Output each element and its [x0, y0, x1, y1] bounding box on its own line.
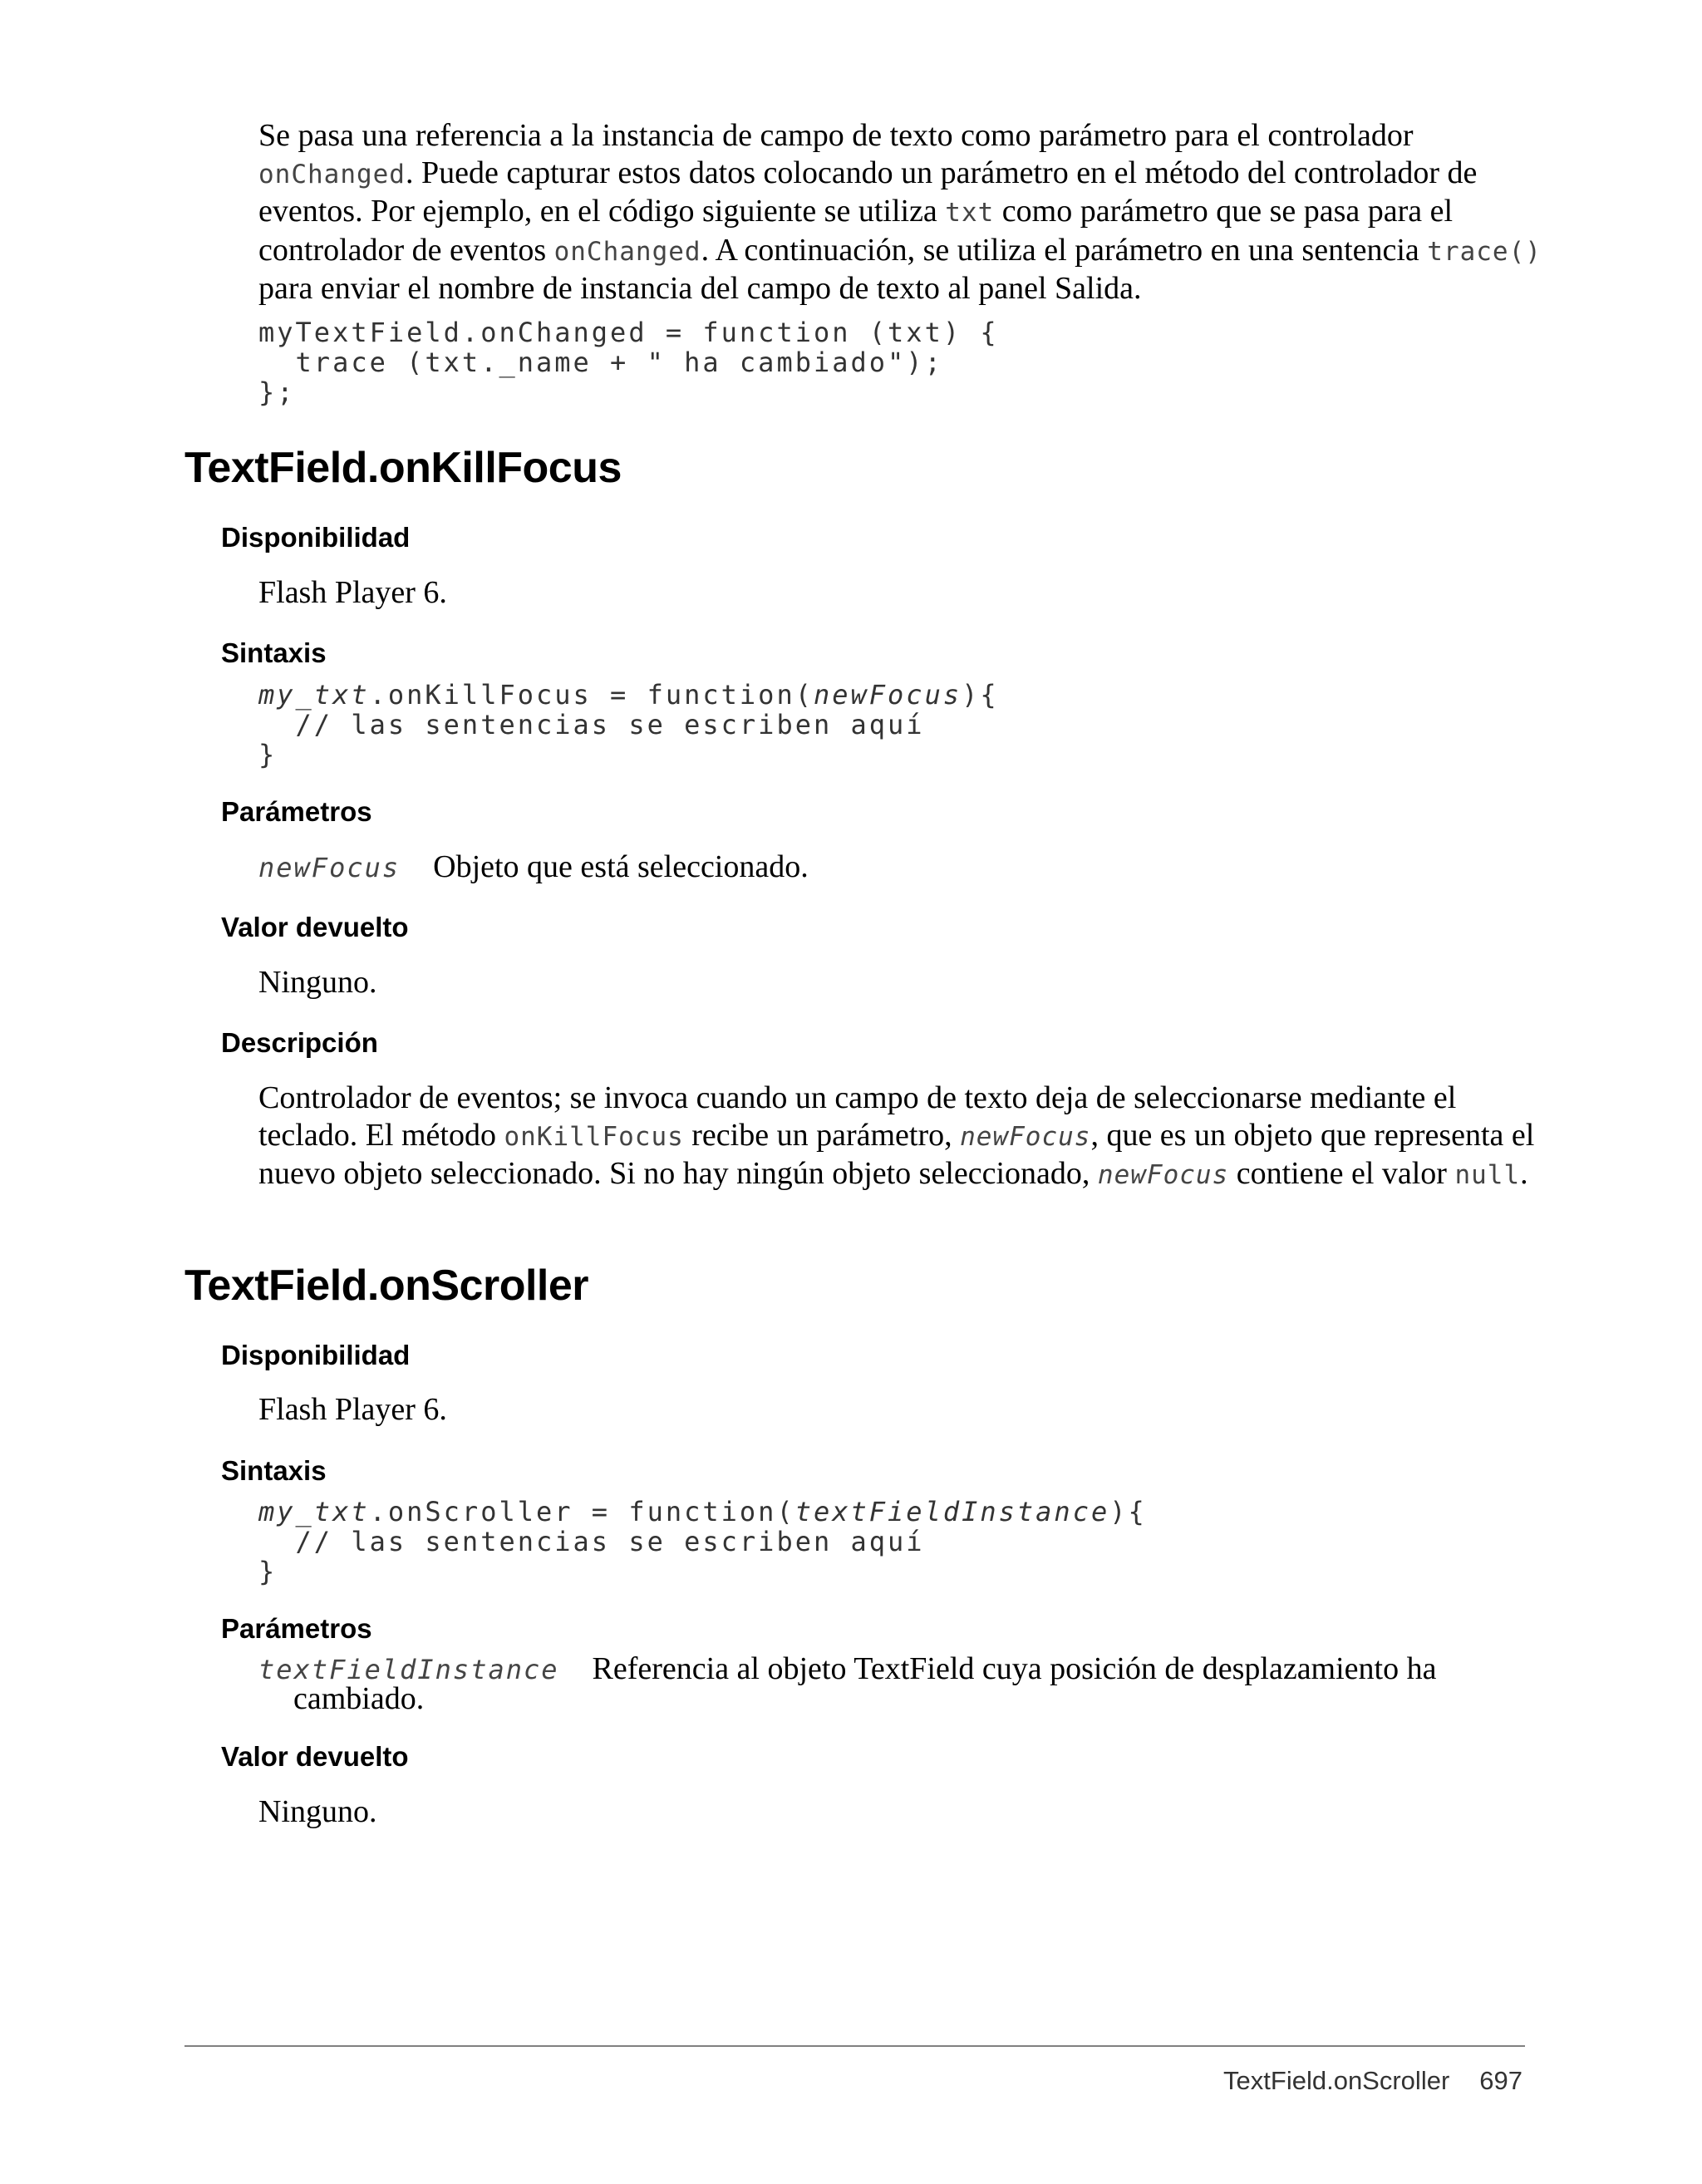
description-paragraph	[258, 1080, 1555, 1194]
intro-text: para enviar el nombre de instancia del campo de texto al panel Salida.	[258, 271, 1142, 306]
code-line	[258, 680, 999, 710]
intro-paragraph	[258, 117, 1555, 307]
inline-code: onKillFocus	[504, 1121, 684, 1152]
code-text: ){	[962, 679, 999, 711]
inline-code: txt	[945, 198, 995, 228]
desc-text: .	[1520, 1156, 1528, 1191]
syntax-code-block	[258, 1497, 1147, 1586]
page-footer	[1223, 2066, 1522, 2096]
inline-code: onChanged	[258, 159, 406, 189]
footer-rule	[184, 2045, 1525, 2047]
availability-text: Flash Player 6.	[258, 575, 447, 610]
intro-text: Se pasa una referencia a la instancia de campo de texto como parámetro para el controlador	[258, 118, 1414, 153]
code-text: ){	[1109, 1496, 1147, 1527]
code-param: textFieldInstance	[794, 1496, 1110, 1527]
code-line: trace (txt._name + " ha cambiado");	[258, 347, 943, 378]
param-row	[258, 849, 1555, 887]
code-line: }	[258, 739, 278, 770]
returns-heading: Valor devuelto	[221, 1741, 409, 1772]
code-object: my_txt	[258, 1496, 370, 1527]
desc-text: contiene el valor	[1228, 1156, 1455, 1191]
desc-text: , que es un objeto que representa el nuevo objeto seleccionado. Si no hay ningún objeto seleccionado,	[258, 1117, 1535, 1191]
availability-heading: Disponibilidad	[221, 1340, 411, 1370]
section-title-onkillfocus: TextField.onKillFocus	[184, 444, 622, 492]
intro-text: como parámetro que se pasa para el controlador de eventos	[258, 194, 1454, 268]
syntax-heading: Sintaxis	[221, 637, 327, 668]
inline-code: null	[1454, 1160, 1521, 1190]
returns-heading: Valor devuelto	[221, 912, 409, 942]
code-text: .onScroller = function(	[369, 1496, 795, 1527]
returns-text: Ninguno.	[258, 965, 377, 1000]
code-line	[258, 1497, 1147, 1527]
param-desc: Referencia al objeto TextField cuya posición de desplazamiento ha	[592, 1651, 1437, 1686]
code-line: };	[258, 376, 296, 408]
code-line: myTextField.onChanged = function (txt) {	[258, 317, 999, 348]
returns-text: Ninguno.	[258, 1794, 377, 1829]
params-heading: Parámetros	[221, 1613, 372, 1644]
intro-code-block	[258, 317, 999, 407]
intro-text: . Puede capturar estos datos colocando un parámetro en el método del controlador de eventos. Por ejemplo, en el código siguiente se utiliza	[258, 155, 1478, 229]
params-heading: Parámetros	[221, 796, 372, 827]
availability-heading: Disponibilidad	[221, 522, 411, 553]
inline-code: newFocus	[1097, 1160, 1229, 1190]
desc-text: Controlador de eventos; se invoca cuando un campo de texto deja de seleccionarse mediante el teclado. El método	[258, 1080, 1457, 1153]
desc-text: recibe un parámetro,	[683, 1117, 961, 1153]
param-desc: Objeto que está seleccionado.	[433, 849, 809, 884]
param-name: textFieldInstance	[258, 1654, 559, 1685]
code-text: .onKillFocus = function(	[369, 679, 814, 711]
intro-text: . A continuación, se utiliza el parámetro en una sentencia	[701, 232, 1428, 268]
inline-code: trace()	[1427, 236, 1542, 267]
description-heading: Descripción	[221, 1027, 378, 1058]
availability-text: Flash Player 6.	[258, 1392, 447, 1427]
code-line: // las sentencias se escriben aquí	[258, 709, 925, 740]
syntax-code-block	[258, 680, 999, 770]
page-number: 697	[1479, 2066, 1522, 2095]
syntax-heading: Sintaxis	[221, 1455, 327, 1486]
footer-title: TextField.onScroller	[1223, 2066, 1450, 2095]
section-title-onscroller: TextField.onScroller	[184, 1262, 589, 1310]
inline-code: onChanged	[553, 236, 701, 267]
param-name: newFocus	[258, 852, 401, 883]
code-object: my_txt	[258, 679, 370, 711]
code-line: }	[258, 1556, 278, 1587]
inline-code: newFocus	[960, 1121, 1091, 1152]
param-desc-continued: cambiado.	[293, 1681, 425, 1716]
code-param: newFocus	[813, 679, 962, 711]
code-line: // las sentencias se escriben aquí	[258, 1526, 925, 1557]
